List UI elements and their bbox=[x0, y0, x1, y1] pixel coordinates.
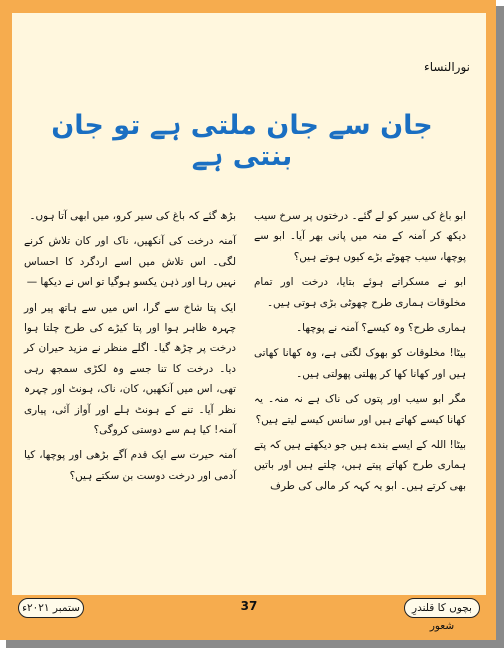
paragraph: بیٹا! مخلوقات کو بھوک لگتی ہے، وہ کھانا کھاتی ہیں اور کھانا کھا کر پھلتی پھولتی ہیں۔ bbox=[254, 347, 466, 380]
text-column-right bbox=[254, 206, 466, 501]
paragraph: ابو نے مسکراتے ہوئے بتایا، درخت اور تمام مخلوقات ہماری طرح چھوٹی بڑی ہوتی ہیں۔ bbox=[254, 276, 466, 309]
paragraph: بڑھ گئے کہ باغ کی سیر کرو، میں ابھی آتا ہوں۔ bbox=[29, 210, 236, 222]
paragraph: بیٹا! اللہ کے ایسے بندے ہیں جو دیکھتے ہیں کہ پتے ہماری طرح کھاتے پیتے ہیں، چلتے ہیں اور باتیں بھی کرتے ہیں۔ ابو یہ کہہ کر مالی کی طرف bbox=[254, 439, 466, 492]
magazine-name-badge: بچوں کا قلندرِ شعور bbox=[404, 598, 480, 618]
page-footer bbox=[12, 598, 486, 632]
paragraph: ایک پتا شاخ سے گرا، اس میں سے ہاتھ پیر اور چہرہ ظاہر ہوا اور پتا کیڑے کی طرح چلتا ہوا درخت پر چڑھ گیا۔ اگلے منظر نے مزید حیران کر دیا۔ درخت کا تنا جسے وہ لکڑی سمجھ رہی تھی، اس میں آنکھیں، کان، ناک، ہونٹ اور چہرہ نظر آیا۔ تنے کے ہونٹ ہلے اور آواز آئی، پیاری آمنہ! کیا ہم سے دوستی کروگی؟ bbox=[24, 301, 236, 437]
paragraph: آمنہ درخت کی آنکھیں، ناک اور کان تلاش کرنے لگی۔ اس تلاش میں اسے اردگرد کا احساس نہیں رہا اور ذہن یکسو ہوگیا تو اس نے دیکھا — bbox=[24, 235, 236, 289]
page-number: 37 bbox=[240, 599, 258, 613]
text-column-left bbox=[24, 206, 236, 491]
paragraph: مگر ابو سیب اور پتوں کی ناک ہے نہ منہ۔ یہ کھانا کیسے کھاتے ہیں اور سانس کیسے لیتے ہیں؟ bbox=[254, 393, 466, 426]
paragraph: آمنہ حیرت سے ایک قدم آگے بڑھی اور پوچھا، کیا آدمی اور درخت دوست بن سکتے ہیں؟ bbox=[24, 449, 236, 482]
article-title: جان سے جان ملتی ہے تو جان بنتی ہے bbox=[51, 110, 433, 172]
author-name: نورالنساء bbox=[424, 60, 470, 74]
page-shadow-bottom bbox=[6, 640, 504, 648]
page-shadow-right bbox=[496, 6, 504, 648]
paragraph: ہماری طرح؟ وہ کیسے؟ آمنہ نے پوچھا۔ bbox=[296, 322, 466, 335]
paragraph: ابو باغ کی سیر کو لے گئے۔ درختوں پر سرخ سیب دیکھ کر آمنہ کے منہ میں پانی بھر آیا۔ ابو سے پوچھا، سیب چھوٹے بڑے کیوں ہوتے ہیں؟ bbox=[254, 210, 466, 263]
issue-date-badge: ستمبر ۲۰۲۱ء bbox=[18, 598, 84, 618]
